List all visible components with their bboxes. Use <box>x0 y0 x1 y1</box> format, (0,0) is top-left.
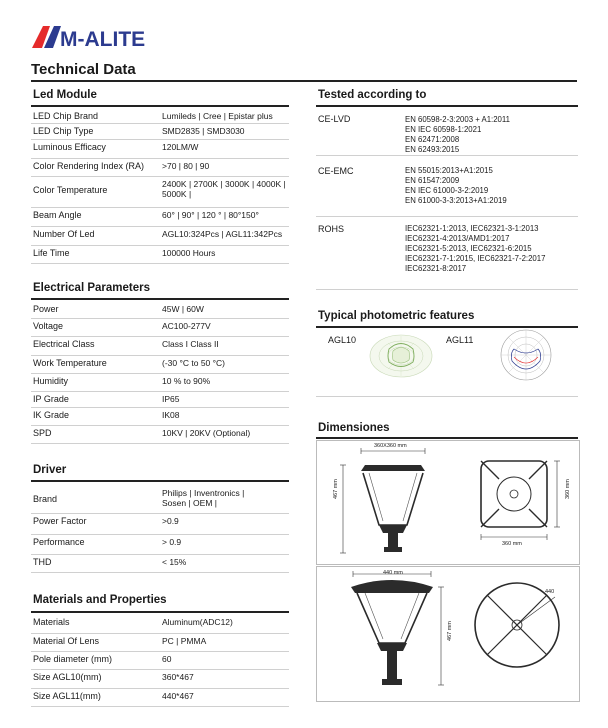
materials-row-label: Size AGL11(mm) <box>33 691 101 701</box>
electrical-row-divider <box>31 318 289 319</box>
electrical-rule <box>31 298 289 300</box>
materials-row-label: Materials <box>33 617 70 627</box>
driver-title: Driver <box>33 464 67 476</box>
agl10-bottom-dimension: 360 mm <box>502 541 522 547</box>
page-title: Technical Data <box>31 61 136 78</box>
electrical-row-divider <box>31 443 289 444</box>
electrical-row-divider <box>31 391 289 392</box>
photometric-title: Typical photometric features <box>318 310 475 322</box>
electrical-row-value: Class I Class II <box>162 339 219 349</box>
led-module-row-value: 2400K | 2700K | 3000K | 4000K | <box>162 179 286 189</box>
tested-group-divider <box>316 155 578 156</box>
tested-standard: EN 62493:2015 <box>405 145 460 154</box>
led-module-row-label: Beam Angle <box>33 210 82 220</box>
electrical-row-label: Power <box>33 304 59 314</box>
electrical-row-value: 10 % to 90% <box>162 376 211 386</box>
dimensions-rule <box>316 437 578 439</box>
led-module-rule <box>31 105 289 107</box>
agl10-width-dimension: 360X360 mm <box>374 443 407 449</box>
led-module-row-label: Number Of Led <box>33 229 95 239</box>
led-module-row-value: 120LM/W <box>162 142 199 152</box>
agl11-width-dimension: 440 mm <box>383 570 403 576</box>
electrical-row-divider <box>31 425 289 426</box>
agl11-height-dimension: 467 mm <box>447 621 453 641</box>
tested-group-divider <box>316 216 578 217</box>
tested-standard: EN 55015:2013+A1:2015 <box>405 166 493 175</box>
led-module-row-value-line2: 5000K | <box>162 189 192 199</box>
driver-row-label: Performance <box>33 537 85 547</box>
led-module-row-divider <box>31 123 289 124</box>
electrical-row-value: 45W | 60W <box>162 304 204 314</box>
driver-row-divider <box>31 554 289 555</box>
tested-standard: IEC62321-8:2017 <box>405 264 467 273</box>
led-module-row-value: >70 | 80 | 90 <box>162 161 210 171</box>
tested-standard: IEC62321-1:2013, IEC62321-3-1:2013 <box>405 224 539 233</box>
materials-row-divider <box>31 706 289 707</box>
materials-row-divider <box>31 633 289 634</box>
led-module-row-label: Life Time <box>33 248 70 258</box>
driver-row-label: THD <box>33 557 52 567</box>
led-module-row-divider <box>31 139 289 140</box>
electrical-row-value: IK08 <box>162 410 180 420</box>
electrical-row-label: SPD <box>33 428 52 438</box>
tested-group-label: CE-EMC <box>318 166 354 176</box>
materials-rule <box>31 611 289 613</box>
led-module-row-label: Color Temperature <box>33 185 108 195</box>
photometric-agl10-diagram <box>368 333 434 379</box>
materials-title: Materials and Properties <box>33 594 167 606</box>
photometric-divider <box>316 396 578 397</box>
driver-row-divider <box>31 534 289 535</box>
photometric-agl11-diagram <box>500 327 552 383</box>
electrical-row-value: 10KV | 20KV (Optional) <box>162 428 251 438</box>
tested-standard: EN 60598-2-3:2003 + A1:2011 <box>405 115 510 124</box>
driver-row-divider <box>31 572 289 573</box>
tested-standard: EN IEC 60598-1:2021 <box>405 125 482 134</box>
led-module-row-divider <box>31 176 289 177</box>
dimensions-title: Dimensiones <box>318 422 390 434</box>
tested-standard: EN 62471:2008 <box>405 135 460 144</box>
electrical-row-label: Work Temperature <box>33 358 107 368</box>
driver-row-value-line2: Sosen | OEM | <box>162 498 217 508</box>
tested-title: Tested according to <box>318 89 427 101</box>
electrical-row-label: IK Grade <box>33 410 70 420</box>
electrical-row-divider <box>31 355 289 356</box>
electrical-row-value: IP65 <box>162 394 180 404</box>
tested-rule <box>316 105 578 107</box>
electrical-row-label: Electrical Class <box>33 339 95 349</box>
electrical-row-value: AC100-277V <box>162 321 211 331</box>
materials-row-divider <box>31 651 289 652</box>
brand-logo <box>30 22 180 52</box>
driver-row-value: > 0.9 <box>162 537 182 547</box>
materials-row-label: Size AGL10(mm) <box>33 672 102 682</box>
agl10-depth-dimension: 360 mm <box>565 479 571 499</box>
photometric-label-agl11: AGL11 <box>446 335 474 345</box>
led-module-row-divider <box>31 158 289 159</box>
tested-group-divider <box>316 289 578 290</box>
driver-row-value: >0.9 <box>162 516 179 526</box>
electrical-row-divider <box>31 336 289 337</box>
led-module-row-value: AGL10:324Pcs | AGL11:342Pcs <box>162 229 283 239</box>
materials-row-divider <box>31 669 289 670</box>
electrical-row-label: IP Grade <box>33 394 69 404</box>
electrical-row-divider <box>31 373 289 374</box>
electrical-row-label: Humidity <box>33 376 69 386</box>
tested-standard: IEC62321-4:2013/AMD1:2017 <box>405 234 510 243</box>
dimension-drawing-agl11 <box>316 566 580 702</box>
led-module-row-value: 100000 Hours <box>162 248 216 258</box>
driver-rule <box>31 480 289 482</box>
tested-standard: EN IEC 61000-3-2:2019 <box>405 186 489 195</box>
materials-row-value: 360*467 <box>162 672 194 682</box>
tested-standard: IEC62321-5:2013, IEC62321-6:2015 <box>405 244 532 253</box>
driver-row-label: Brand <box>33 494 58 504</box>
title-rule <box>31 80 577 82</box>
led-module-title: Led Module <box>33 89 97 101</box>
led-module-row-label: LED Chip Type <box>33 126 94 136</box>
tested-group-label: ROHS <box>318 224 345 234</box>
tested-standard: IEC62321-7-1:2015, IEC62321-7-2:2017 <box>405 254 546 263</box>
photometric-rule <box>316 326 578 328</box>
materials-row-divider <box>31 688 289 689</box>
led-module-row-divider <box>31 245 289 246</box>
led-module-row-divider <box>31 207 289 208</box>
led-module-row-value: Lumileds | Cree | Epistar plus <box>162 111 273 121</box>
driver-row-value: < 15% <box>162 557 187 567</box>
led-module-row-divider <box>31 226 289 227</box>
agl11-diameter-dimension: 440 <box>545 589 555 595</box>
materials-row-value: PC | PMMA <box>162 636 207 646</box>
materials-row-value: Aluminum(ADC12) <box>162 617 233 627</box>
driver-row-value: Philips | Inventronics | <box>162 488 245 498</box>
led-module-row-label: Luminous Efficacy <box>33 142 106 152</box>
electrical-row-value: (-30 °C to 50 °C) <box>162 358 226 368</box>
materials-row-label: Material Of Lens <box>33 636 100 646</box>
materials-row-value: 440*467 <box>162 691 194 701</box>
electrical-title: Electrical Parameters <box>33 282 150 294</box>
agl10-height-dimension: 467 mm <box>333 479 339 499</box>
tested-standard: EN 61547:2009 <box>405 176 460 185</box>
driver-row-divider <box>31 513 289 514</box>
tested-group-label: CE-LVD <box>318 114 351 124</box>
materials-row-label: Pole diameter (mm) <box>33 654 113 664</box>
electrical-row-divider <box>31 407 289 408</box>
electrical-row-label: Voltage <box>33 321 64 331</box>
tested-standard: EN 61000-3-3:2013+A1:2019 <box>405 196 507 205</box>
led-module-row-divider <box>31 263 289 264</box>
led-module-row-value: 60° | 90° | 120 ° | 80°150° <box>162 210 259 220</box>
led-module-row-value: SMD2835 | SMD3030 <box>162 126 245 136</box>
driver-row-label: Power Factor <box>33 516 87 526</box>
led-module-row-label: LED Chip Brand <box>33 111 99 121</box>
photometric-label-agl10: AGL10 <box>328 335 357 345</box>
dimension-drawing-agl10 <box>316 440 580 565</box>
svg-text:M-ALITE: M-ALITE <box>60 28 146 51</box>
led-module-row-label: Color Rendering Index (RA) <box>33 161 145 171</box>
materials-row-value: 60 <box>162 654 172 664</box>
